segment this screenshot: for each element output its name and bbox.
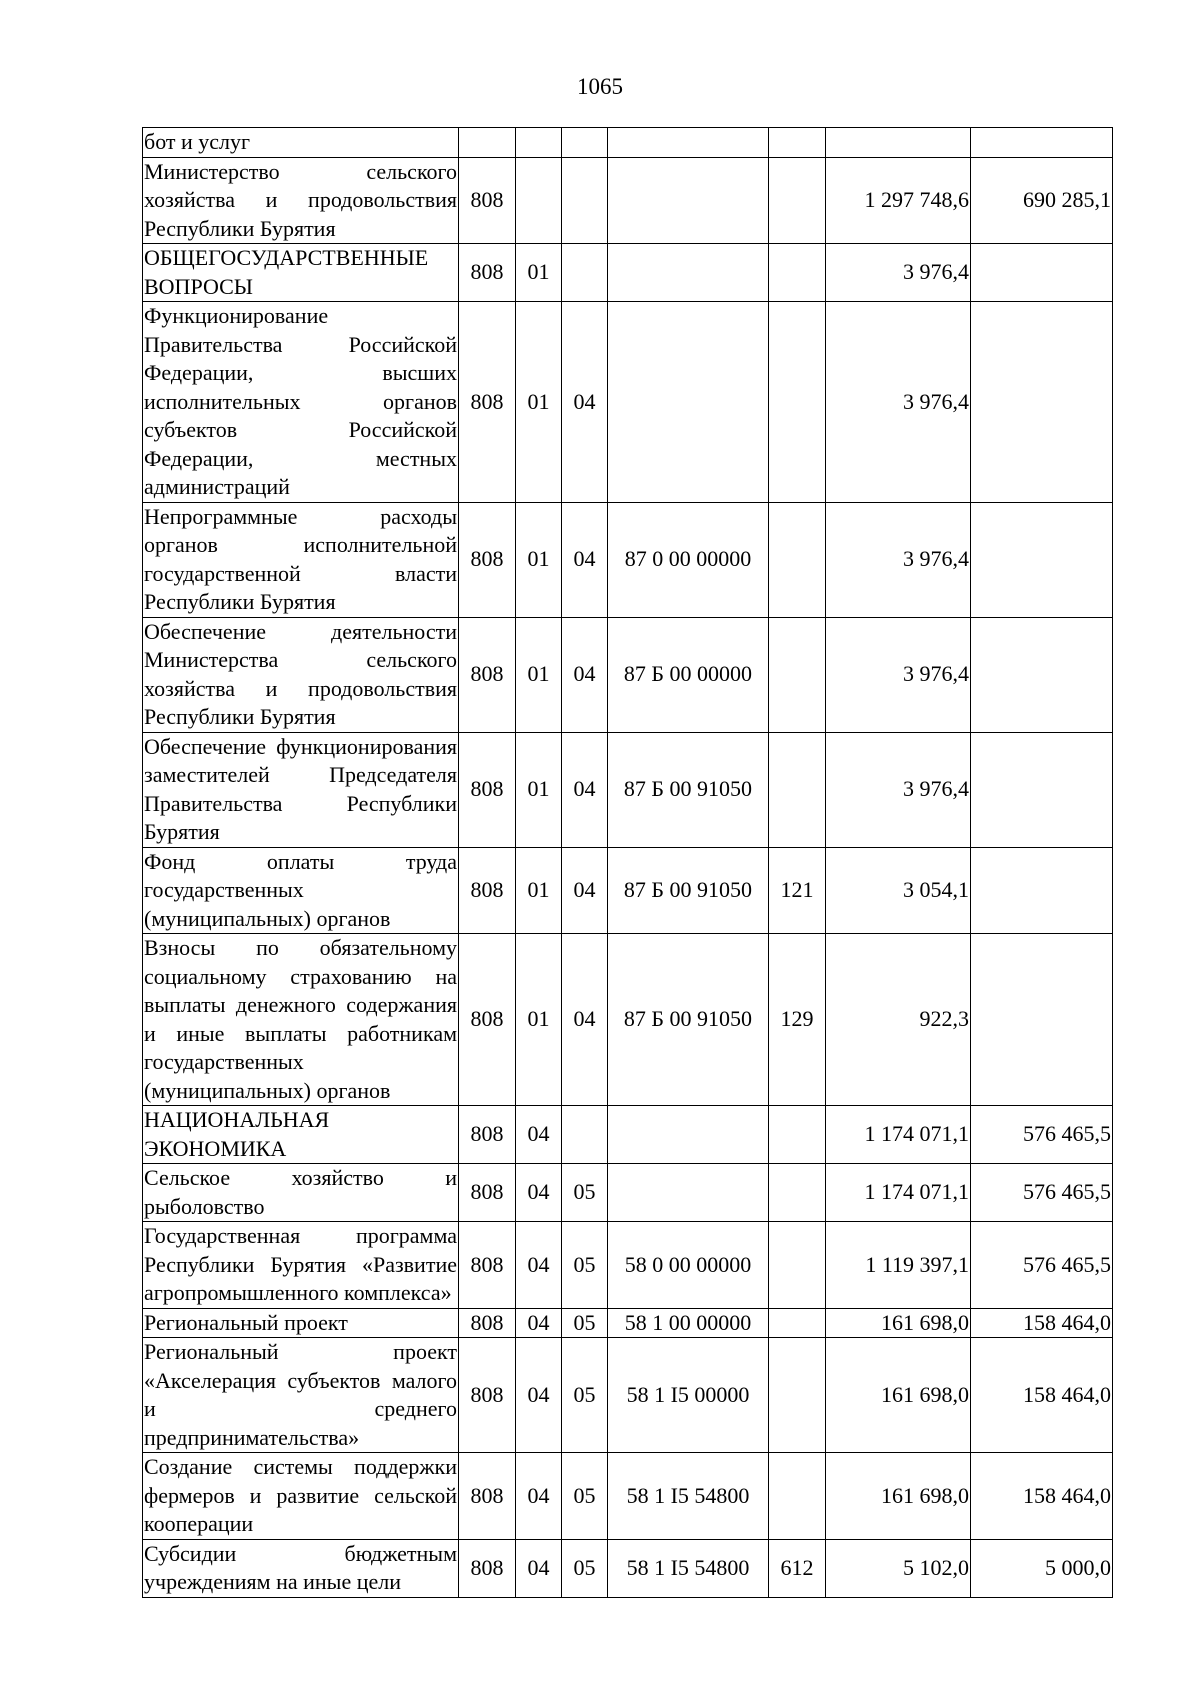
cell-section-code: 01 (516, 847, 562, 934)
cell-name: Сельское хозяйство и рыболовство (143, 1164, 459, 1222)
table-row (143, 1539, 1113, 1597)
cell-name: Государственная программа Республики Бурятия «Развитие агропромышленного комплекса» (143, 1222, 459, 1309)
cell-expense-type (769, 1164, 826, 1222)
table-row (143, 617, 1113, 732)
cell-subsection-code: 05 (562, 1164, 608, 1222)
cell-amount-1: 5 102,0 (826, 1539, 971, 1597)
table-row (143, 1308, 1113, 1338)
cell-expense-type (769, 502, 826, 617)
cell-amount-2 (971, 847, 1113, 934)
cell-ministry-code: 808 (459, 1164, 516, 1222)
cell-ministry-code: 808 (459, 1106, 516, 1164)
cell-target-article (608, 302, 769, 503)
cell-expense-type: 129 (769, 934, 826, 1106)
cell-ministry-code: 808 (459, 934, 516, 1106)
table-row (143, 1164, 1113, 1222)
cell-ministry-code: 808 (459, 732, 516, 847)
cell-ministry-code: 808 (459, 1308, 516, 1338)
cell-amount-1: 161 698,0 (826, 1308, 971, 1338)
cell-subsection-code (562, 244, 608, 302)
table-row (143, 1222, 1113, 1309)
table-row (143, 302, 1113, 503)
cell-target-article: 87 Б 00 91050 (608, 732, 769, 847)
table-row (143, 732, 1113, 847)
cell-amount-2 (971, 732, 1113, 847)
cell-expense-type (769, 157, 826, 244)
cell-section-code: 01 (516, 244, 562, 302)
cell-subsection-code (562, 1106, 608, 1164)
cell-subsection-code (562, 157, 608, 244)
cell-subsection-code: 04 (562, 302, 608, 503)
cell-ministry-code: 808 (459, 302, 516, 503)
cell-target-article: 58 1 00 00000 (608, 1308, 769, 1338)
cell-amount-1 (826, 128, 971, 158)
cell-name: ОБЩЕГОСУДАРСТВЕННЫЕ ВОПРОСЫ (143, 244, 459, 302)
cell-amount-2: 690 285,1 (971, 157, 1113, 244)
cell-section-code: 01 (516, 732, 562, 847)
cell-ministry-code (459, 128, 516, 158)
cell-amount-2 (971, 302, 1113, 503)
table-row (143, 847, 1113, 934)
cell-name: Субсидии бюджетным учреждениям на иные цели (143, 1539, 459, 1597)
cell-amount-2: 5 000,0 (971, 1539, 1113, 1597)
budget-table (142, 127, 1113, 1598)
cell-section-code: 04 (516, 1308, 562, 1338)
cell-section-code: 04 (516, 1539, 562, 1597)
cell-name: Обеспечение деятельности Министерства сельского хозяйства и продовольствия Республики Бурятия (143, 617, 459, 732)
cell-section-code: 04 (516, 1338, 562, 1453)
cell-amount-1: 161 698,0 (826, 1453, 971, 1540)
cell-expense-type (769, 1453, 826, 1540)
page-number: 1065 (577, 74, 623, 99)
cell-target-article: 87 0 00 00000 (608, 502, 769, 617)
cell-ministry-code: 808 (459, 1222, 516, 1309)
cell-amount-2 (971, 617, 1113, 732)
cell-expense-type (769, 1338, 826, 1453)
cell-target-article (608, 1106, 769, 1164)
cell-subsection-code: 05 (562, 1308, 608, 1338)
cell-expense-type (769, 244, 826, 302)
cell-section-code: 01 (516, 617, 562, 732)
cell-expense-type (769, 1106, 826, 1164)
cell-amount-2 (971, 128, 1113, 158)
cell-name: Создание системы поддержки фермеров и развитие сельской кооперации (143, 1453, 459, 1540)
table-row (143, 1106, 1113, 1164)
budget-table-body (143, 128, 1113, 1598)
cell-name: Региональный проект (143, 1308, 459, 1338)
cell-subsection-code: 05 (562, 1338, 608, 1453)
cell-section-code: 04 (516, 1453, 562, 1540)
cell-subsection-code: 05 (562, 1453, 608, 1540)
cell-amount-2: 158 464,0 (971, 1338, 1113, 1453)
cell-target-article (608, 157, 769, 244)
cell-name: Функционирование Правительства Российской Федерации, высших исполнительных органов субъектов Российской Федерации, местных администраций (143, 302, 459, 503)
cell-expense-type (769, 1222, 826, 1309)
cell-amount-1: 1 174 071,1 (826, 1106, 971, 1164)
cell-section-code: 04 (516, 1164, 562, 1222)
cell-amount-1: 3 976,4 (826, 617, 971, 732)
cell-subsection-code: 05 (562, 1539, 608, 1597)
cell-amount-1: 922,3 (826, 934, 971, 1106)
table-row (143, 1338, 1113, 1453)
cell-amount-2: 576 465,5 (971, 1164, 1113, 1222)
cell-ministry-code: 808 (459, 157, 516, 244)
cell-target-article: 58 1 I5 54800 (608, 1453, 769, 1540)
cell-expense-type (769, 302, 826, 503)
cell-amount-2 (971, 934, 1113, 1106)
cell-subsection-code: 04 (562, 847, 608, 934)
cell-expense-type: 612 (769, 1539, 826, 1597)
cell-name: Обеспечение функционирования заместителей Председателя Правительства Республики Бурятия (143, 732, 459, 847)
cell-subsection-code (562, 128, 608, 158)
cell-name: НАЦИОНАЛЬНАЯ ЭКОНОМИКА (143, 1106, 459, 1164)
cell-section-code: 01 (516, 934, 562, 1106)
cell-section-code (516, 128, 562, 158)
cell-subsection-code: 04 (562, 617, 608, 732)
cell-section-code: 04 (516, 1222, 562, 1309)
cell-subsection-code: 05 (562, 1222, 608, 1309)
cell-target-article: 87 Б 00 91050 (608, 934, 769, 1106)
cell-ministry-code: 808 (459, 502, 516, 617)
table-row (143, 157, 1113, 244)
cell-amount-1: 1 174 071,1 (826, 1164, 971, 1222)
cell-amount-2: 576 465,5 (971, 1106, 1113, 1164)
cell-ministry-code: 808 (459, 1539, 516, 1597)
cell-expense-type (769, 1308, 826, 1338)
cell-amount-1: 161 698,0 (826, 1338, 971, 1453)
table-row (143, 1453, 1113, 1540)
cell-ministry-code: 808 (459, 244, 516, 302)
cell-target-article: 58 0 00 00000 (608, 1222, 769, 1309)
cell-subsection-code: 04 (562, 502, 608, 617)
cell-amount-2 (971, 244, 1113, 302)
cell-target-article: 87 Б 00 91050 (608, 847, 769, 934)
cell-name: бот и услуг (143, 128, 459, 158)
cell-amount-1: 3 054,1 (826, 847, 971, 934)
cell-expense-type (769, 732, 826, 847)
cell-ministry-code: 808 (459, 847, 516, 934)
cell-subsection-code: 04 (562, 732, 608, 847)
cell-target-article (608, 244, 769, 302)
cell-section-code: 04 (516, 1106, 562, 1164)
cell-name: Министерство сельского хозяйства и продовольствия Республики Бурятия (143, 157, 459, 244)
table-row (143, 502, 1113, 617)
table-row (143, 244, 1113, 302)
table-row (143, 934, 1113, 1106)
table-row (143, 128, 1113, 158)
cell-section-code: 01 (516, 502, 562, 617)
cell-name: Непрограммные расходы органов исполнительной государственной власти Республики Бурятия (143, 502, 459, 617)
cell-amount-1: 1 119 397,1 (826, 1222, 971, 1309)
cell-target-article: 87 Б 00 00000 (608, 617, 769, 732)
cell-section-code: 01 (516, 302, 562, 503)
cell-section-code (516, 157, 562, 244)
cell-amount-2: 576 465,5 (971, 1222, 1113, 1309)
cell-name: Взносы по обязательному социальному страхованию на выплаты денежного содержания и иные выплаты работникам государственных (муниципальных) органов (143, 934, 459, 1106)
cell-target-article (608, 1164, 769, 1222)
cell-target-article: 58 1 I5 00000 (608, 1338, 769, 1453)
cell-amount-2 (971, 502, 1113, 617)
cell-expense-type: 121 (769, 847, 826, 934)
cell-amount-1: 3 976,4 (826, 244, 971, 302)
cell-amount-1: 3 976,4 (826, 502, 971, 617)
cell-expense-type (769, 617, 826, 732)
cell-target-article: 58 1 I5 54800 (608, 1539, 769, 1597)
cell-amount-1: 3 976,4 (826, 732, 971, 847)
cell-ministry-code: 808 (459, 617, 516, 732)
cell-name: Региональный проект «Акселерация субъектов малого и среднего предпринимательства» (143, 1338, 459, 1453)
cell-target-article (608, 128, 769, 158)
cell-ministry-code: 808 (459, 1453, 516, 1540)
cell-amount-2: 158 464,0 (971, 1453, 1113, 1540)
cell-subsection-code: 04 (562, 934, 608, 1106)
cell-amount-2: 158 464,0 (971, 1308, 1113, 1338)
cell-amount-1: 3 976,4 (826, 302, 971, 503)
cell-name: Фонд оплаты труда государственных (муниципальных) органов (143, 847, 459, 934)
cell-ministry-code: 808 (459, 1338, 516, 1453)
cell-amount-1: 1 297 748,6 (826, 157, 971, 244)
cell-expense-type (769, 128, 826, 158)
